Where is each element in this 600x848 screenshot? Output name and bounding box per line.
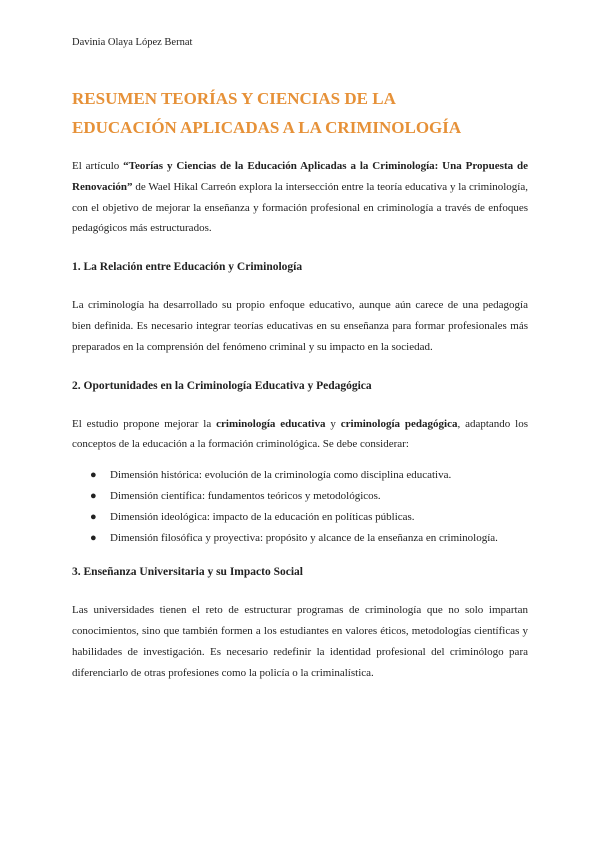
document-body <box>72 156 528 684</box>
title-line-2: EDUCACIÓN APLICADAS A LA CRIMINOLOGÍA <box>72 118 462 137</box>
bullet-icon: ● <box>90 531 97 544</box>
list-item-text: Dimensión científica: fundamentos teóricos y metodológicos. <box>110 489 381 502</box>
bold-term-pedagogica: criminología pedagógica <box>340 417 458 430</box>
intro-paragraph <box>72 156 528 239</box>
intro-text-start: El artículo <box>72 160 124 172</box>
section-1-heading: 1. La Relación entre Educación y Criminología <box>72 261 303 274</box>
intro-text-end: de Wael Hikal Carreón explora la intersección entre la teoría educativa y la criminología, con el objetivo de mejorar la enseñanza y formación profesional en criminología a través de enfoques pedagógicos más estructurados. <box>72 180 528 235</box>
list-item <box>90 507 528 528</box>
section-3-paragraph: Las universidades tienen el reto de estructurar programas de criminología que no solo impartan conocimientos, sino que también formen a los estudiantes en valores éticos, metodologías científicas y habilidades de investigación. Es necesario redefinir la identidad profesional del criminólogo para diferenciarlo de otras profesiones como la policía o la criminalística. <box>72 604 528 679</box>
list-item-text: Dimensión filosófica y proyectiva: propósito y alcance de la enseñanza en criminología. <box>110 531 498 544</box>
title-line-1: RESUMEN TEORÍAS Y CIENCIAS DE LA <box>72 89 396 108</box>
bullet-icon: ● <box>90 510 97 523</box>
dimensions-list <box>72 465 528 548</box>
section-2-text-mid: y <box>325 417 341 430</box>
list-item-text: Dimensión histórica: evolución de la criminología como disciplina educativa. <box>110 469 452 482</box>
section-2-heading: 2. Oportunidades en la Criminología Educativa y Pedagógica <box>72 379 372 392</box>
author-header: Davinia Olaya López Bernat <box>72 37 193 48</box>
section-2-paragraph <box>72 414 528 456</box>
bullet-icon: ● <box>90 469 97 482</box>
article-title: “Teorías y Ciencias de la Educación Aplicadas a la Criminología: Una Propuesta de Renovación” <box>72 160 528 193</box>
list-item <box>90 486 528 507</box>
bold-term-educativa: criminología educativa <box>216 417 326 430</box>
section-2-text-start: El estudio propone mejorar la <box>72 417 217 430</box>
section-2-text-end: , adaptando los conceptos de la educación a la formación criminológica. Se debe considerar: <box>72 417 528 451</box>
list-item <box>90 528 528 549</box>
list-item-text: Dimensión ideológica: impacto de la educación en políticas públicas. <box>110 510 415 523</box>
list-item <box>90 465 528 486</box>
document-title <box>72 84 532 142</box>
section-1-paragraph: La criminología ha desarrollado su propio enfoque educativo, aunque aún carece de una pedagogía bien definida. Es necesario integrar teorías educativas en su enseñanza para formar profesionales más preparados en la comprensión del fenómeno criminal y su impacto en la sociedad. <box>72 299 528 353</box>
bullet-icon: ● <box>90 489 97 502</box>
section-3-heading: 3. Enseñanza Universitaria y su Impacto Social <box>72 566 303 579</box>
